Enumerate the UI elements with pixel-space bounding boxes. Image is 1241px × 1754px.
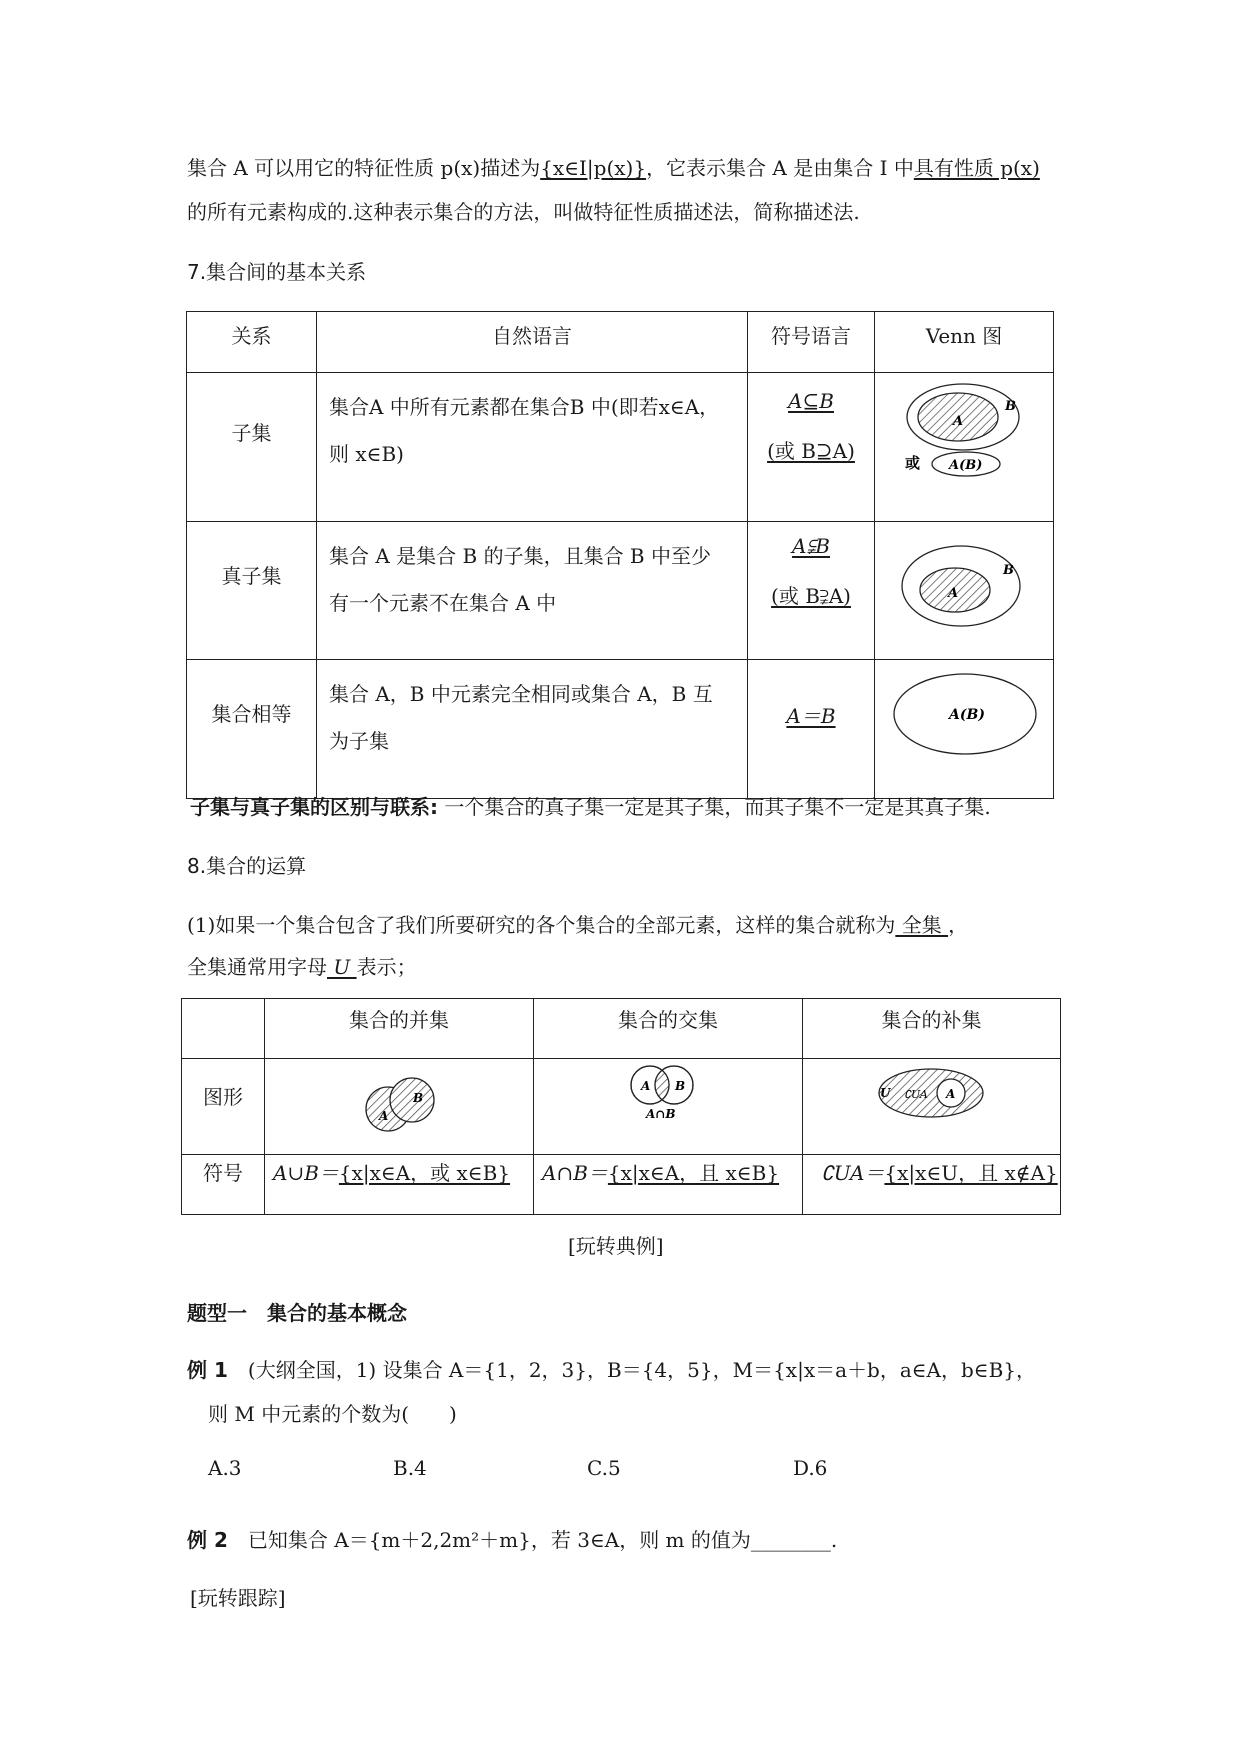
- examples-header: [玩转典例]: [568, 1234, 664, 1258]
- venn-or-label: 或: [905, 454, 921, 472]
- venn-subset-figure: [875, 373, 1053, 516]
- intersection-label-a: A: [641, 1079, 651, 1093]
- complement-label-u: U: [880, 1086, 891, 1100]
- symbol-complement: ∁UA＝{x|x∈U，且 x∉A}: [803, 1155, 1061, 1215]
- relations-table: [186, 311, 1054, 799]
- option-c: C.5: [587, 1456, 621, 1480]
- complement-label-a: A: [946, 1087, 956, 1101]
- intro-line-2: 的所有元素构成的.这种表示集合的方法，叫做特征性质描述法，简称描述法.: [187, 200, 860, 224]
- row-equal-natural: 集合 A，B 中元素完全相同或集合 A，B 互 为子集: [317, 660, 748, 799]
- subset-note-text: 一个集合的真子集一定是其子集，而其子集不一定是其真子集.: [438, 795, 991, 819]
- header-venn: Venn 图: [875, 312, 1054, 373]
- example1-line-2: 则 M 中元素的个数为( ): [208, 1402, 457, 1426]
- section7-title: 7.集合间的基本关系: [187, 260, 367, 284]
- example2-label: 例 2: [187, 1528, 228, 1552]
- venn-proper-figure: [875, 522, 1053, 654]
- figure-union: [265, 1059, 534, 1155]
- intersection-label-ab: A∩B: [646, 1107, 676, 1121]
- option-a: A.3: [208, 1456, 242, 1480]
- example2-text: 已知集合 A＝{m＋2,2m²＋m}，若 3∈A，则 m 的值为: [227, 1528, 751, 1552]
- venn-label-a: A: [948, 586, 959, 601]
- venn-label-a: A: [953, 414, 964, 429]
- option-b: B.4: [393, 1456, 427, 1480]
- row-subset-symbol: A⊆B (或 B⊇A): [748, 373, 875, 522]
- intro-line-1: [187, 152, 1040, 181]
- intro-property: 具有性质 p(x): [913, 156, 1040, 180]
- union-label-b: B: [413, 1091, 424, 1105]
- track-header: [玩转跟踪]: [190, 1586, 286, 1610]
- row-subset-name: 子集: [187, 373, 317, 522]
- row-figure-label: 图形: [182, 1059, 265, 1155]
- union-label-a: A: [379, 1109, 389, 1123]
- header-symbol: 符号语言: [748, 312, 875, 373]
- venn-subset: [875, 373, 1054, 522]
- header-union: 集合的并集: [265, 999, 534, 1059]
- section8-title: 8.集合的运算: [187, 854, 307, 878]
- example2-blank: ________: [750, 1528, 831, 1552]
- symbol-union: A∪B＝{x|x∈A，或 x∈B}: [265, 1155, 534, 1215]
- venn-label-b: B: [1005, 399, 1016, 414]
- header-natural: 自然语言: [317, 312, 748, 373]
- ops-corner: [182, 999, 265, 1059]
- row-symbol-label: 符号: [182, 1155, 265, 1215]
- venn-proper: [875, 522, 1054, 660]
- example2-line: 例 2 已知集合 A＝{m＋2,2m²＋m}，若 3∈A，则 m 的值为________.: [187, 1528, 838, 1552]
- complement-venn: [803, 1059, 1060, 1149]
- symbol-intersection: A∩B＝{x|x∈A，且 x∈B}: [534, 1155, 803, 1215]
- intersection-label-b: B: [675, 1079, 686, 1093]
- option-d: D.6: [793, 1456, 828, 1480]
- row-subset-natural: 集合A 中所有元素都在集合B 中(即若x∈A， 则 x∈B): [317, 373, 748, 522]
- row-equal-symbol: A＝B: [748, 660, 875, 799]
- example1-text: (大纲全国，1) 设集合 A＝{1，2，3}，B＝{4，5}，M＝{x|x＝a＋b，a∈A，b∈B}，: [227, 1358, 1037, 1382]
- example1-line-1: [187, 1354, 1036, 1383]
- header-complement: 集合的补集: [803, 999, 1061, 1059]
- intro-notation: {x∈I|p(x)}: [540, 156, 647, 180]
- venn-equal-figure: [875, 660, 1053, 793]
- venn-label-b: B: [1003, 563, 1014, 578]
- figure-complement: [803, 1059, 1061, 1155]
- row-proper-name: 真子集: [187, 522, 317, 660]
- blank-letter-u: U: [327, 955, 357, 979]
- header-intersection: 集合的交集: [534, 999, 803, 1059]
- venn-equal: [875, 660, 1054, 799]
- subset-note-label: 子集与真子集的区别与联系:: [190, 795, 438, 819]
- union-venn: [265, 1059, 533, 1149]
- section8-para-2: 全集通常用字母 U 表示；: [187, 955, 417, 979]
- venn-label-ab: A(B): [949, 458, 983, 473]
- section8-para-1: (1)如果一个集合包含了我们所要研究的各个集合的全部元素，这样的集合就称为 全集 ，: [187, 913, 969, 937]
- subset-note: [190, 791, 991, 820]
- intro-text-a: 集合 A 可以用它的特征性质 p(x)描述为: [187, 156, 541, 180]
- operations-table: [181, 998, 1061, 1215]
- row-equal-name: 集合相等: [187, 660, 317, 799]
- intro-text-c: ，它表示集合 A 是由集合 I 中: [646, 156, 914, 180]
- complement-label-cua: ∁UA: [904, 1088, 928, 1101]
- blank-universal-set: 全集: [895, 913, 949, 937]
- intersection-venn: [534, 1059, 802, 1149]
- type1-title: 题型一 集合的基本概念: [187, 1301, 407, 1325]
- row-proper-natural: 集合 A 是集合 B 的子集，且集合 B 中至少 有一个元素不在集合 A 中: [317, 522, 748, 660]
- row-proper-symbol: A⫋B (或 B⫌A): [748, 522, 875, 660]
- figure-intersection: [534, 1059, 803, 1155]
- header-relation: 关系: [187, 312, 317, 373]
- venn-label-ab: A(B): [949, 707, 985, 723]
- example1-label: 例 1: [187, 1358, 228, 1382]
